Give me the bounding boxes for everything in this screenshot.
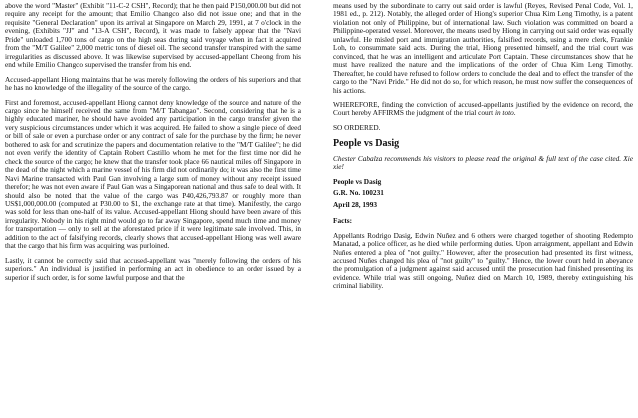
left-paragraph-1: above the word "Master" (Exhibit "11-C-2 CSH", Record); that he then paid P150,000.00 but did not require any receipt for the amount; that Emilio Changco also did not issue one; and that in the requisite "General Declaration" upon its arrival at Singapore on March 29, 1991, at 7 o'clock in the evening, (Exhibits "JJ" and "13-A CSH", Record), it was made to falsely appear that the "Navi Pride" unloaded 1,700 tons of cargo on the high seas during said voyage when in fact it acquired from the "M/T Galilee" 2,000 metric tons of diesel oil. The second transfer transpired with the same irregularities as discussed above. It was likewise supervised by accused-appellant Cheong from his end while Emilio Changco supervised the transfer from his end.: [5, 1, 301, 70]
in-toto-text: in toto: [494, 108, 514, 118]
gr-number: G.R. No. 100231: [333, 188, 384, 198]
wherefore-end: .: [513, 108, 516, 118]
facts-paragraph: Appellants Rodrigo Dasig, Edwin Nuñez and 6 others were charged together of shooting Redempto Manatad, a police officer, as he died while performing duties. Upon arraignment, appellant and Edwin Nuñes entered a plea of "not guilty." However, after the prosecution had presented its first witness, accused Nuñes changed his plea of "not guilty" to "guilty." Hence, the lower court held in abeyance the promulgation of a judgment against said accused until the prosecution had finished presenting its evidence. While trial was still ongoing, Nuñez died on March 10, 1989, thereby extinguishing his criminal liability.: [333, 230, 633, 291]
facts-label: Facts:: [333, 216, 353, 226]
left-paragraph-2: Accused-appellant Hiong maintains that he was merely following the orders of his superiors and that he has no knowledge of the illegality of the source of the cargo.: [5, 74, 301, 93]
left-paragraph-4: Lastly, it cannot be correctly said that accused-appellant was "merely following the orders of his superiors." An individual is justified in performing an act in obedience to an order issued by a superior if such order, is for some lawful purpose and that the: [5, 255, 301, 282]
case-title: People vs Dasig: [333, 176, 382, 186]
so-ordered: SO ORDERED.: [333, 122, 381, 132]
wherefore-paragraph: [333, 101, 633, 118]
case-date: April 28, 1993: [333, 199, 377, 209]
right-column: [333, 2, 633, 297]
left-paragraph-3: First and foremost, accused-appellant Hiong cannot deny knowledge of the source and nature of the cargo since he himself received the same from "M/T Tabangao". Second, considering that he is a highly educated mariner, he should have avoided any participation in the cargo transfer given the very suspicious circumstances under which it was acquired. He failed to show a single piece of deed or bill of sale or even a purchase order or any contract of sale for the purchase by the firm; he never bothered to ask for and scrutinize the papers and documentation relative to the "M/T Galilee"; he did not even verify the identity of Captain Robert Castillo whom he met for the first time nor did he check the source of the cargo; he knew that the transfer took place 66 nautical miles off Singapore in the dead of the night which a marine vessel of his firm did not ordinarily do; it was also the first time Navi Marine transacted with Paul Gan involving a large sum of money without any receipt issued therefor; he was not even aware if Paul Gan was a Singaporean national and thus safe to deal with. It should also be noted that the value of the cargo was P40,426,793.87 or roughly more than US$1,000,000.00 (computed at P30.00 to $1, the exchange rate at that time). Manifestly, the cargo was sold for less than one-half of its value. Accused-appellant Hiong should have been aware of this irregularity. Nobody in his right mind would go to far away Singapore, spend much time and money for transportation — only to sell at the aforestated price if it were legitimate sale involved. This, in addition to the act of falsifying records, clearly shows that accused-appellant Hiong was well aware that the cargo that his firm was acquiring was purloined.: [5, 97, 301, 251]
left-column: [5, 2, 301, 288]
case-info: [333, 178, 633, 209]
case-heading: People vs Dasig: [333, 138, 400, 150]
wherefore-text: WHEREFORE, finding the conviction of accused-appellants justified by the evidence on record, the Court hereby AFFIRMS the judgment of the trial court: [333, 99, 633, 118]
recommendation-note: Chester Cabalza recommends his visitors to please read the original & full text of the case cited. Xie xie!: [333, 153, 633, 172]
right-paragraph-1: means used by the subordinate to carry out said order is lawful (Reyes, Revised Penal Code, Vol. 1, 1981 ed., p. 212). Notably, the alleged order of Hiong's superior Chua Kim Leng Timothy, is a patent violation not only of Philippine, but of international law. Such violation was committed on board a Philippine-operated vessel. Moreover, the means used by Hiong in carrying out said order was equally unlawful. He misled port and immigration authorities, falsified records, using a mere clerk, Frankie Loh, to consummate said acts. During the trial, Hiong presented himself, and the trial court was convinced, that he was an intelligent and articulate Port Captain. These circumstances show that he must have realized the nature and the implications of the order of Chua Kim Leng Timothy. Thereafter, he could have refused to follow orders to conclude the deal and to effect the transfer of the cargo to the "Navi Pride." He did not do so, for which reason, he must now suffer the consequences of his actions.: [333, 1, 633, 95]
